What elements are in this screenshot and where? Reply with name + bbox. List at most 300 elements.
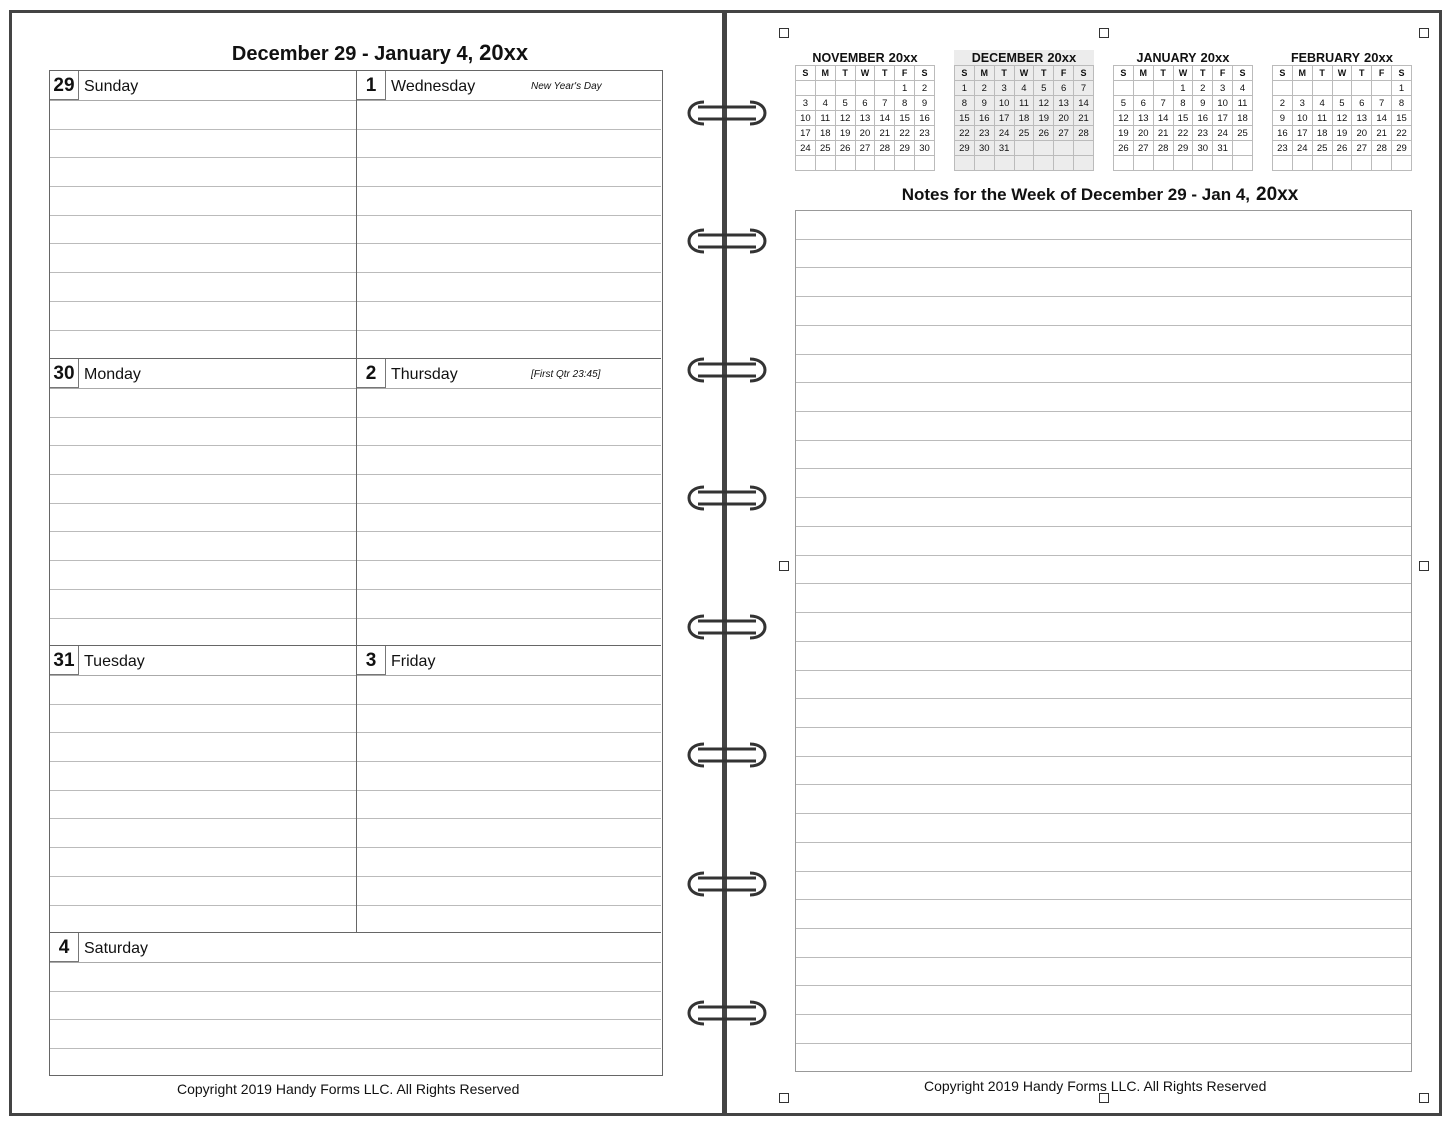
calendar-date: 29 [1173,141,1193,156]
day-name: Friday [391,653,436,670]
notes-line[interactable] [796,355,1411,384]
mini-calendar [1272,50,1412,171]
calendar-date [1312,81,1332,96]
day-name: Saturday [84,940,149,957]
calendar-date [1312,156,1332,171]
notes-line[interactable] [796,383,1411,412]
calendar-date: 1 [1173,81,1193,96]
notes-line[interactable] [796,469,1411,498]
calendar-date: 25 [815,141,835,156]
writing-line[interactable] [50,130,356,159]
notes-line[interactable] [796,872,1411,901]
writing-line[interactable] [50,101,356,130]
notes-line[interactable] [796,986,1411,1015]
calendar-date: 12 [1114,111,1134,126]
writing-line[interactable] [50,963,661,992]
writing-line[interactable] [357,791,661,820]
writing-line[interactable] [357,906,661,935]
day-block[interactable] [356,358,661,645]
notes-line[interactable] [796,441,1411,470]
writing-line[interactable] [50,273,356,302]
calendar-date [1114,156,1134,171]
notes-line[interactable] [796,757,1411,786]
weekday-label: S [915,66,935,81]
writing-line[interactable] [50,877,356,906]
calendar-date: 4 [1312,96,1332,111]
calendar-date: 6 [1054,81,1074,96]
calendar-date [1233,141,1253,156]
calendar-date: 11 [1312,111,1332,126]
calendar-date [1173,156,1193,171]
writing-line[interactable] [50,791,356,820]
notes-line[interactable] [796,642,1411,671]
notes-line[interactable] [796,900,1411,929]
calendar-date: 23 [974,126,994,141]
writing-line[interactable] [50,992,661,1021]
calendar-date: 12 [1332,111,1352,126]
calendar-date: 10 [994,96,1014,111]
calendar-date: 28 [1074,126,1094,141]
calendar-date: 11 [1014,96,1034,111]
calendar-date: 24 [796,141,816,156]
writing-line[interactable] [50,848,356,877]
calendar-date: 31 [994,141,1014,156]
mini-calendar [954,50,1094,171]
calendar-date: 15 [1392,111,1412,126]
weekday-label: S [1273,66,1293,81]
mini-calendar-title [1272,50,1412,65]
calendar-date: 7 [1153,96,1173,111]
calendar-date: 23 [1193,126,1213,141]
notes-line[interactable] [796,412,1411,441]
calendar-date: 5 [1332,96,1352,111]
copyright-left: Copyright 2019 Handy Forms LLC. All Rights Reserved [177,1081,520,1097]
calendar-date: 8 [895,96,915,111]
registration-mark-icon [1419,28,1429,38]
calendar-date [1133,156,1153,171]
notes-line[interactable] [796,498,1411,527]
mini-calendar [1113,50,1253,171]
weekday-label: S [1114,66,1134,81]
notes-line[interactable] [796,671,1411,700]
calendar-date: 5 [1034,81,1054,96]
weekday-label: S [1233,66,1253,81]
mini-calendar-title [795,50,935,65]
calendar-date: 17 [796,126,816,141]
weekday-label: T [994,66,1014,81]
notes-line[interactable] [796,268,1411,297]
writing-line[interactable] [50,187,356,216]
calendar-date: 9 [1193,96,1213,111]
calendar-date: 2 [1193,81,1213,96]
calendar-date: 10 [796,111,816,126]
calendar-date [1114,81,1134,96]
writing-line[interactable] [50,1049,661,1078]
day-header [357,646,661,676]
writing-line[interactable] [50,561,356,590]
calendar-date: 4 [815,96,835,111]
calendar-date: 15 [895,111,915,126]
calendar-date [1273,81,1293,96]
calendar-date: 1 [955,81,975,96]
calendar-date: 23 [1273,141,1293,156]
calendar-date: 27 [855,141,875,156]
mini-calendar-year: 20xx [888,50,918,65]
writing-line[interactable] [50,733,356,762]
week-title [150,40,610,66]
calendar-date [1273,156,1293,171]
day-block[interactable] [356,645,661,932]
calendar-date: 27 [1133,141,1153,156]
writing-line[interactable] [357,877,661,906]
calendar-date: 7 [1074,81,1094,96]
notes-line[interactable] [796,211,1411,240]
weekday-label: T [835,66,855,81]
writing-line[interactable] [50,676,356,705]
calendar-date: 3 [994,81,1014,96]
writing-line[interactable] [357,130,661,159]
writing-line[interactable] [357,676,661,705]
mini-calendar-year: 20xx [1047,50,1077,65]
calendar-date [1372,81,1392,96]
writing-line[interactable] [357,216,661,245]
writing-line[interactable] [50,762,356,791]
calendar-date: 9 [915,96,935,111]
weekday-label: W [1332,66,1352,81]
writing-line[interactable] [357,158,661,187]
calendar-date: 2 [1273,96,1293,111]
day-header [50,71,356,101]
calendar-date [1292,81,1312,96]
day-block[interactable] [50,358,356,645]
calendar-date [855,81,875,96]
calendar-date: 30 [1193,141,1213,156]
calendar-date [955,156,975,171]
calendar-date: 29 [1392,141,1412,156]
notes-line[interactable] [796,556,1411,585]
calendar-date [1213,156,1233,171]
notes-title-text: Notes for the Week of December 29 - Jan 4, [901,185,1251,204]
calendar-date [895,156,915,171]
weekday-label: M [1292,66,1312,81]
calendar-date: 14 [1153,111,1173,126]
calendar-date: 17 [994,111,1014,126]
calendar-date [1014,156,1034,171]
notes-line[interactable] [796,699,1411,728]
calendar-date: 16 [915,111,935,126]
calendar-date: 7 [1372,96,1392,111]
calendar-date: 15 [955,111,975,126]
mini-calendar [795,50,935,171]
calendar-date: 8 [1392,96,1412,111]
calendar-date: 9 [1273,111,1293,126]
writing-line[interactable] [357,331,661,360]
copyright-right: Copyright 2019 Handy Forms LLC. All Rights Reserved [924,1078,1267,1094]
calendar-date: 2 [974,81,994,96]
binder-spine [722,10,727,1116]
day-header [50,646,356,676]
notes-line[interactable] [796,584,1411,613]
writing-line[interactable] [357,762,661,791]
calendar-date [875,81,895,96]
notes-title [790,184,1410,206]
notes-area[interactable] [795,210,1412,1072]
week-title-year: 20xx [479,40,529,65]
notes-line[interactable] [796,929,1411,958]
binder-ring-icon [682,737,772,773]
writing-line[interactable] [50,389,356,418]
writing-line[interactable] [50,475,356,504]
calendar-date: 22 [1173,126,1193,141]
day-header [50,933,661,963]
weekday-label: M [974,66,994,81]
calendar-date: 1 [895,81,915,96]
writing-line[interactable] [357,848,661,877]
calendar-date: 13 [1054,96,1074,111]
notes-line[interactable] [796,613,1411,642]
writing-line[interactable] [357,418,661,447]
day-block[interactable] [50,645,356,932]
weekday-label: T [1193,66,1213,81]
registration-mark-icon [779,561,789,571]
mini-calendar-month: NOVEMBER [812,51,885,65]
calendar-date: 26 [1332,141,1352,156]
week-title-text: December 29 - January 4, [231,43,474,65]
mini-calendar-year: 20xx [1364,50,1393,65]
day-block[interactable] [50,71,356,358]
calendar-date: 17 [1213,111,1233,126]
writing-line[interactable] [357,475,661,504]
day-block[interactable] [356,71,661,358]
day-header [357,71,661,101]
weekday-label: T [1312,66,1332,81]
calendar-date: 14 [1372,111,1392,126]
day-header [357,359,661,389]
calendar-date [1054,141,1074,156]
writing-line[interactable] [50,418,356,447]
calendar-date: 8 [955,96,975,111]
binder-ring-icon [682,866,772,902]
calendar-date: 30 [915,141,935,156]
notes-line[interactable] [796,843,1411,872]
binder-ring-icon [682,609,772,645]
calendar-date: 6 [855,96,875,111]
weekday-label: F [895,66,915,81]
calendar-date: 5 [835,96,855,111]
notes-line[interactable] [796,326,1411,355]
writing-line[interactable] [50,331,356,360]
calendar-date: 28 [875,141,895,156]
mini-calendar-month: JANUARY [1136,51,1197,65]
mini-calendar-year: 20xx [1200,50,1230,65]
day-name: Sunday [84,78,139,95]
calendar-date [796,156,816,171]
weekday-label: S [955,66,975,81]
notes-line[interactable] [796,297,1411,326]
calendar-date: 18 [1014,111,1034,126]
calendar-date [1332,81,1352,96]
writing-line[interactable] [357,504,661,533]
writing-line[interactable] [50,302,356,331]
binder-ring-icon [682,352,772,388]
calendar-date: 3 [1292,96,1312,111]
day-header [50,359,356,389]
writing-line[interactable] [357,244,661,273]
calendar-date: 7 [875,96,895,111]
calendar-date: 12 [835,111,855,126]
notes-line[interactable] [796,958,1411,987]
calendar-date [796,81,816,96]
calendar-date [1292,156,1312,171]
binder-ring-icon [682,995,772,1031]
weekday-label: T [1153,66,1173,81]
writing-line[interactable] [50,906,356,935]
calendar-date [815,156,835,171]
notes-line[interactable] [796,785,1411,814]
day-note: New Year's Day [531,81,602,92]
day-name: Tuesday [84,653,145,670]
day-number: 31 [50,646,79,675]
writing-line[interactable] [357,101,661,130]
day-block[interactable] [50,932,661,1075]
calendar-date: 20 [1133,126,1153,141]
day-name: Thursday [391,366,458,383]
calendar-date: 21 [1372,126,1392,141]
writing-line[interactable] [50,819,356,848]
notes-line[interactable] [796,728,1411,757]
weekday-label: M [1133,66,1153,81]
calendar-date: 20 [855,126,875,141]
writing-line[interactable] [50,590,356,619]
calendar-date: 29 [955,141,975,156]
writing-line[interactable] [50,619,356,648]
writing-line[interactable] [50,705,356,734]
calendar-date: 14 [1074,96,1094,111]
writing-line[interactable] [357,302,661,331]
calendar-date: 22 [895,126,915,141]
writing-line[interactable] [357,389,661,418]
calendar-date [875,156,895,171]
calendar-date [835,81,855,96]
notes-line[interactable] [796,814,1411,843]
weekday-label: M [815,66,835,81]
binder-ring-icon [682,95,772,131]
writing-line[interactable] [50,532,356,561]
calendar-date [1034,141,1054,156]
calendar-date: 26 [835,141,855,156]
binder-ring-icon [682,480,772,516]
calendar-date: 11 [1233,96,1253,111]
mini-calendar-month: FEBRUARY [1291,51,1361,65]
calendar-date [1352,156,1372,171]
calendar-date: 17 [1292,126,1312,141]
calendar-date: 16 [974,111,994,126]
calendar-date: 22 [1392,126,1412,141]
calendar-date: 3 [796,96,816,111]
calendar-date: 25 [1233,126,1253,141]
registration-mark-icon [1419,1093,1429,1103]
calendar-date: 8 [1173,96,1193,111]
mini-calendar-title [1113,50,1253,65]
writing-line[interactable] [357,705,661,734]
notes-line[interactable] [796,527,1411,556]
notes-line[interactable] [796,1015,1411,1044]
weekday-label: F [1054,66,1074,81]
writing-line[interactable] [50,244,356,273]
writing-line[interactable] [357,590,661,619]
writing-line[interactable] [357,819,661,848]
calendar-date [1392,156,1412,171]
day-number: 4 [50,933,79,962]
calendar-date [855,156,875,171]
calendar-date: 20 [1054,111,1074,126]
calendar-date: 15 [1173,111,1193,126]
calendar-date: 29 [895,141,915,156]
writing-line[interactable] [50,504,356,533]
calendar-date: 21 [1153,126,1173,141]
calendar-date [994,156,1014,171]
writing-line[interactable] [357,187,661,216]
calendar-date [915,156,935,171]
writing-line[interactable] [50,158,356,187]
binder-ring-icon [682,223,772,259]
calendar-date: 25 [1014,126,1034,141]
calendar-date: 10 [1213,96,1233,111]
calendar-date [815,81,835,96]
calendar-date: 27 [1352,141,1372,156]
calendar-date [1153,156,1173,171]
calendar-date [1034,156,1054,171]
writing-line[interactable] [50,446,356,475]
notes-line[interactable] [796,1044,1411,1073]
calendar-date: 19 [1332,126,1352,141]
calendar-date [1372,156,1392,171]
calendar-date: 21 [875,126,895,141]
calendar-date: 24 [1292,141,1312,156]
weekday-label: W [1173,66,1193,81]
calendar-date: 6 [1133,96,1153,111]
writing-line[interactable] [50,1020,661,1049]
calendar-date: 27 [1054,126,1074,141]
writing-line[interactable] [357,733,661,762]
calendar-date: 25 [1312,141,1332,156]
calendar-date: 24 [1213,126,1233,141]
writing-line[interactable] [357,561,661,590]
calendar-date: 13 [1352,111,1372,126]
calendar-date [1054,156,1074,171]
notes-line[interactable] [796,240,1411,269]
registration-mark-icon [779,28,789,38]
writing-line[interactable] [357,532,661,561]
calendar-date: 31 [1213,141,1233,156]
day-name: Monday [84,366,141,383]
writing-line[interactable] [357,273,661,302]
calendar-date: 12 [1034,96,1054,111]
calendar-date [1193,156,1213,171]
weekday-label: F [1372,66,1392,81]
registration-mark-icon [1099,28,1109,38]
calendar-date: 20 [1352,126,1372,141]
calendar-date: 3 [1213,81,1233,96]
writing-line[interactable] [357,446,661,475]
calendar-date [835,156,855,171]
calendar-date [1332,156,1352,171]
calendar-date [1352,81,1372,96]
day-name: Wednesday [391,78,476,95]
calendar-date: 26 [1034,126,1054,141]
writing-line[interactable] [50,216,356,245]
writing-line[interactable] [357,619,661,648]
